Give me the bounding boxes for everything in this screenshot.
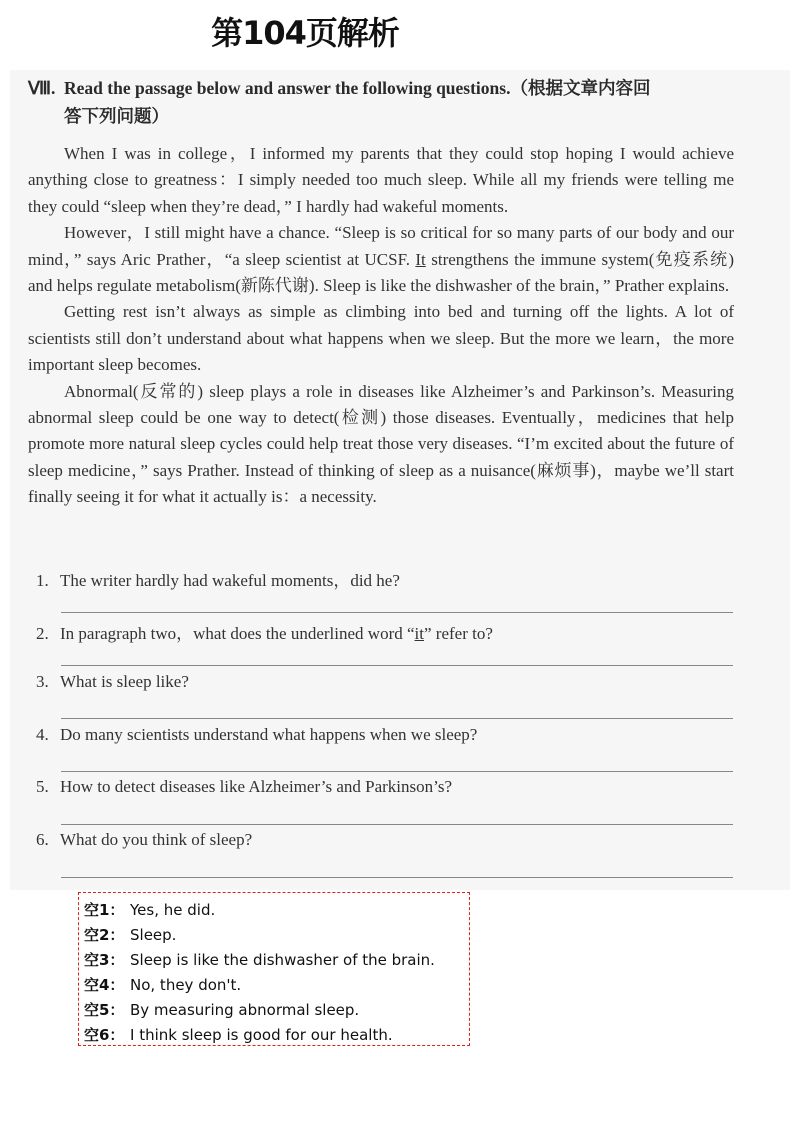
answer-value: Sleep is like the dishwasher of the brain. xyxy=(130,951,435,969)
question-text-after: ” refer to? xyxy=(423,624,493,643)
answer-key-box xyxy=(78,892,470,1046)
paragraph-2-text-before: However，I still might have a chance. “Sleep is so critical for so many parts of our body and our mind，” says Aric Prather，“a sleep scientist at UCSF. xyxy=(28,223,734,269)
answer-row-1 xyxy=(79,898,469,923)
question-5 xyxy=(36,777,736,797)
answer-value: No, they don't. xyxy=(130,976,242,994)
answer-row-5 xyxy=(79,998,469,1023)
answer-label: 空1： xyxy=(84,901,125,919)
answer-row-6 xyxy=(79,1023,469,1048)
passage-paragraph-4: Abnormal(反常的) sleep plays a role in diseases like Alzheimer’s and Parkinson’s. Measuring abnormal sleep could be one way to detect(检测) those diseases. Eventually，medicines that help promote more natural sleep cycles could help treat those very diseases. “I’m excited about the future of sleep medicine，” says Prather. Instead of thinking of sleep as a nuisance(麻烦事)，maybe we’ll start finally seeing it for what it actually is：a necessity. xyxy=(28,381,734,507)
question-6 xyxy=(36,830,736,850)
answer-value: Yes, he did. xyxy=(130,901,216,919)
question-3 xyxy=(36,672,736,692)
question-text-before: In paragraph two，what does the underlined word “ xyxy=(60,624,415,643)
question-2 xyxy=(36,619,736,644)
answer-label: 空6： xyxy=(84,1026,125,1044)
question-text: Do many scientists understand what happens when we sleep? xyxy=(60,725,478,744)
section-instruction-line2: 答下列问题） xyxy=(64,106,169,126)
answer-row-2 xyxy=(79,923,469,948)
question-number: 3. xyxy=(36,672,49,691)
question-number: 5. xyxy=(36,777,49,796)
section-number: Ⅷ. xyxy=(28,78,56,98)
answer-label: 空2： xyxy=(84,926,125,944)
answer-row-3 xyxy=(79,948,469,973)
reading-passage xyxy=(28,141,734,511)
paragraph-2-text-after: strengthens the immune system(免疫系统) and helps regulate metabolism(新陈代谢). Sleep is like the dishwasher of the brain，” Prather explains. xyxy=(28,249,734,296)
answer-line xyxy=(61,612,733,613)
answer-line xyxy=(61,665,733,666)
answer-line xyxy=(61,771,733,772)
answer-line xyxy=(61,718,733,719)
underlined-word-it: It xyxy=(415,249,426,269)
answer-value: By measuring abnormal sleep. xyxy=(130,1001,360,1019)
passage-paragraph-1: When I was in college，I informed my parents that they could stop hoping I would achieve anything close to greatness：I simply needed too much sleep. While all my friends were telling me they could “sleep when they’re dead，” I hardly had wakeful moments. xyxy=(28,144,734,216)
answer-line xyxy=(61,877,733,878)
question-text: What is sleep like? xyxy=(60,672,189,691)
question-text: How to detect diseases like Alzheimer’s and Parkinson’s? xyxy=(60,777,453,796)
answer-line xyxy=(61,824,733,825)
answer-value: Sleep. xyxy=(130,926,177,944)
question-number: 4. xyxy=(36,725,49,744)
answer-label: 空4： xyxy=(84,976,125,994)
passage-paragraph-3: Getting rest isn’t always as simple as climbing into bed and turning off the lights. A lot of scientists still don’t understand about what happens when we sleep. But the more we learn，the more important sleep becomes. xyxy=(28,302,734,375)
underlined-word: it xyxy=(414,624,424,643)
answer-value: I think sleep is good for our health. xyxy=(130,1026,393,1044)
section-heading xyxy=(28,74,743,130)
question-number: 1. xyxy=(36,571,49,590)
question-text: The writer hardly had wakeful moments，did he? xyxy=(60,571,400,590)
answer-label: 空5： xyxy=(84,1001,125,1019)
question-4 xyxy=(36,725,736,745)
answer-row-4 xyxy=(79,973,469,998)
question-number: 6. xyxy=(36,830,49,849)
question-text: What do you think of sleep? xyxy=(60,830,253,849)
question-number: 2. xyxy=(36,624,49,643)
section-instruction-line1: Read the passage below and answer the following questions.（根据文章内容回 xyxy=(64,78,651,98)
page-title: 第104页解析 xyxy=(211,14,399,52)
passage-paragraph-2 xyxy=(28,220,734,299)
question-1 xyxy=(36,566,736,591)
answer-label: 空3： xyxy=(84,951,125,969)
